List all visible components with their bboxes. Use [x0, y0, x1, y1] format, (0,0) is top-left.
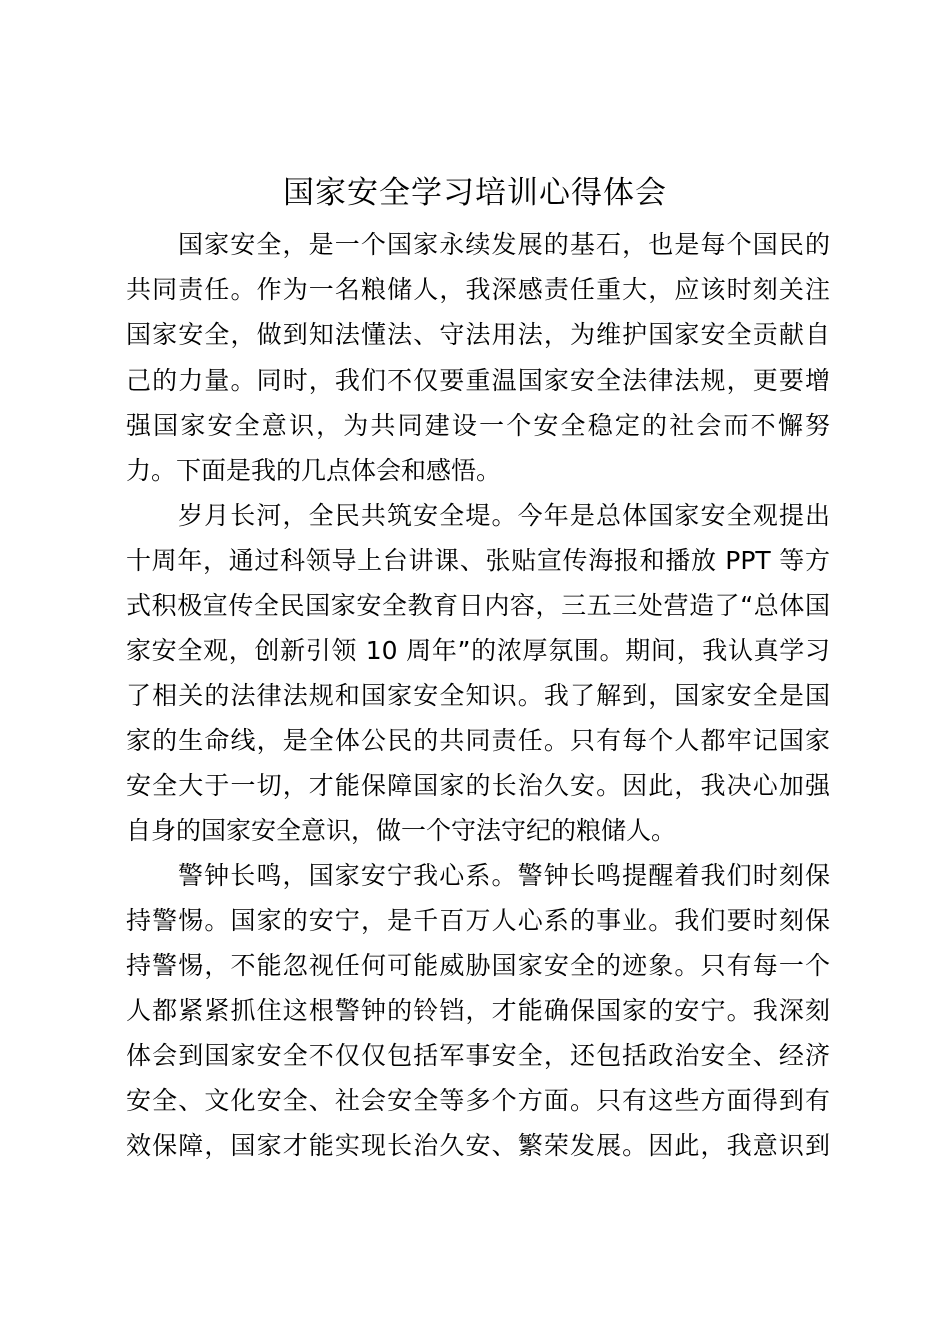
paragraph-3-line-5: 体会到国家安全不仅仅包括军事安全，还包括政治安全、经济 — [126, 1041, 830, 1070]
paragraph-3-line-4: 人都紧紧抓住这根警钟的铃铛，才能确保国家的安宁。我深刻 — [126, 996, 830, 1025]
paragraph-1-line-3: 国家安全，做到知法懂法、守法用法，为维护国家安全贡献自 — [126, 320, 830, 349]
paragraph-2-line-2: 十周年，通过科领导上台讲课、张贴宣传海报和播放 PPT 等方 — [126, 546, 830, 575]
paragraph-3-line-7: 效保障，国家才能实现长治久安、繁荣发展。因此，我意识到 — [126, 1131, 830, 1160]
paragraph-2-line-7: 安全大于一切，才能保障国家的长治久安。因此，我决心加强 — [126, 771, 830, 800]
paragraph-3-line-6: 安全、文化安全、社会安全等多个方面。只有这些方面得到有 — [126, 1086, 830, 1115]
paragraph-1-line-6: 力。下面是我的几点体会和感悟。 — [126, 456, 502, 485]
paragraph-1-line-2: 共同责任。作为一名粮储人，我深感责任重大，应该时刻关注 — [126, 275, 830, 304]
paragraph-3-line-3: 持警惕，不能忽视任何可能威胁国家安全的迹象。只有每一个 — [126, 951, 830, 980]
paragraph-1-line-5: 强国家安全意识，为共同建设一个安全稳定的社会而不懈努 — [126, 411, 830, 440]
paragraph-1-line-1: 国家安全，是一个国家永续发展的基石，也是每个国民的 — [178, 230, 830, 259]
paragraph-2-line-5: 了相关的法律法规和国家安全知识。我了解到，国家安全是国 — [126, 681, 830, 710]
paragraph-2-line-1: 岁月长河，全民共筑安全堤。今年是总体国家安全观提出 — [178, 501, 830, 530]
paragraph-2-line-3: 式积极宣传全民国家安全教育日内容，三五三处营造了“总体国 — [126, 591, 830, 620]
document-title: 国家安全学习培训心得体会 — [283, 175, 667, 211]
paragraph-3-line-1: 警钟长鸣，国家安宁我心系。警钟长鸣提醒着我们时刻保 — [178, 861, 830, 890]
paragraph-1-line-4: 己的力量。同时，我们不仅要重温国家安全法律法规，更要增 — [126, 366, 830, 395]
paragraph-2-line-4: 家安全观，创新引领 10 周年”的浓厚氛围。期间，我认真学习 — [126, 636, 830, 665]
paragraph-2-line-8: 自身的国家安全意识，做一个守法守纪的粮储人。 — [126, 816, 677, 845]
paragraph-2-line-6: 家的生命线，是全体公民的共同责任。只有每个人都牢记国家 — [126, 726, 830, 755]
paragraph-3-line-2: 持警惕。国家的安宁，是千百万人心系的事业。我们要时刻保 — [126, 906, 830, 935]
